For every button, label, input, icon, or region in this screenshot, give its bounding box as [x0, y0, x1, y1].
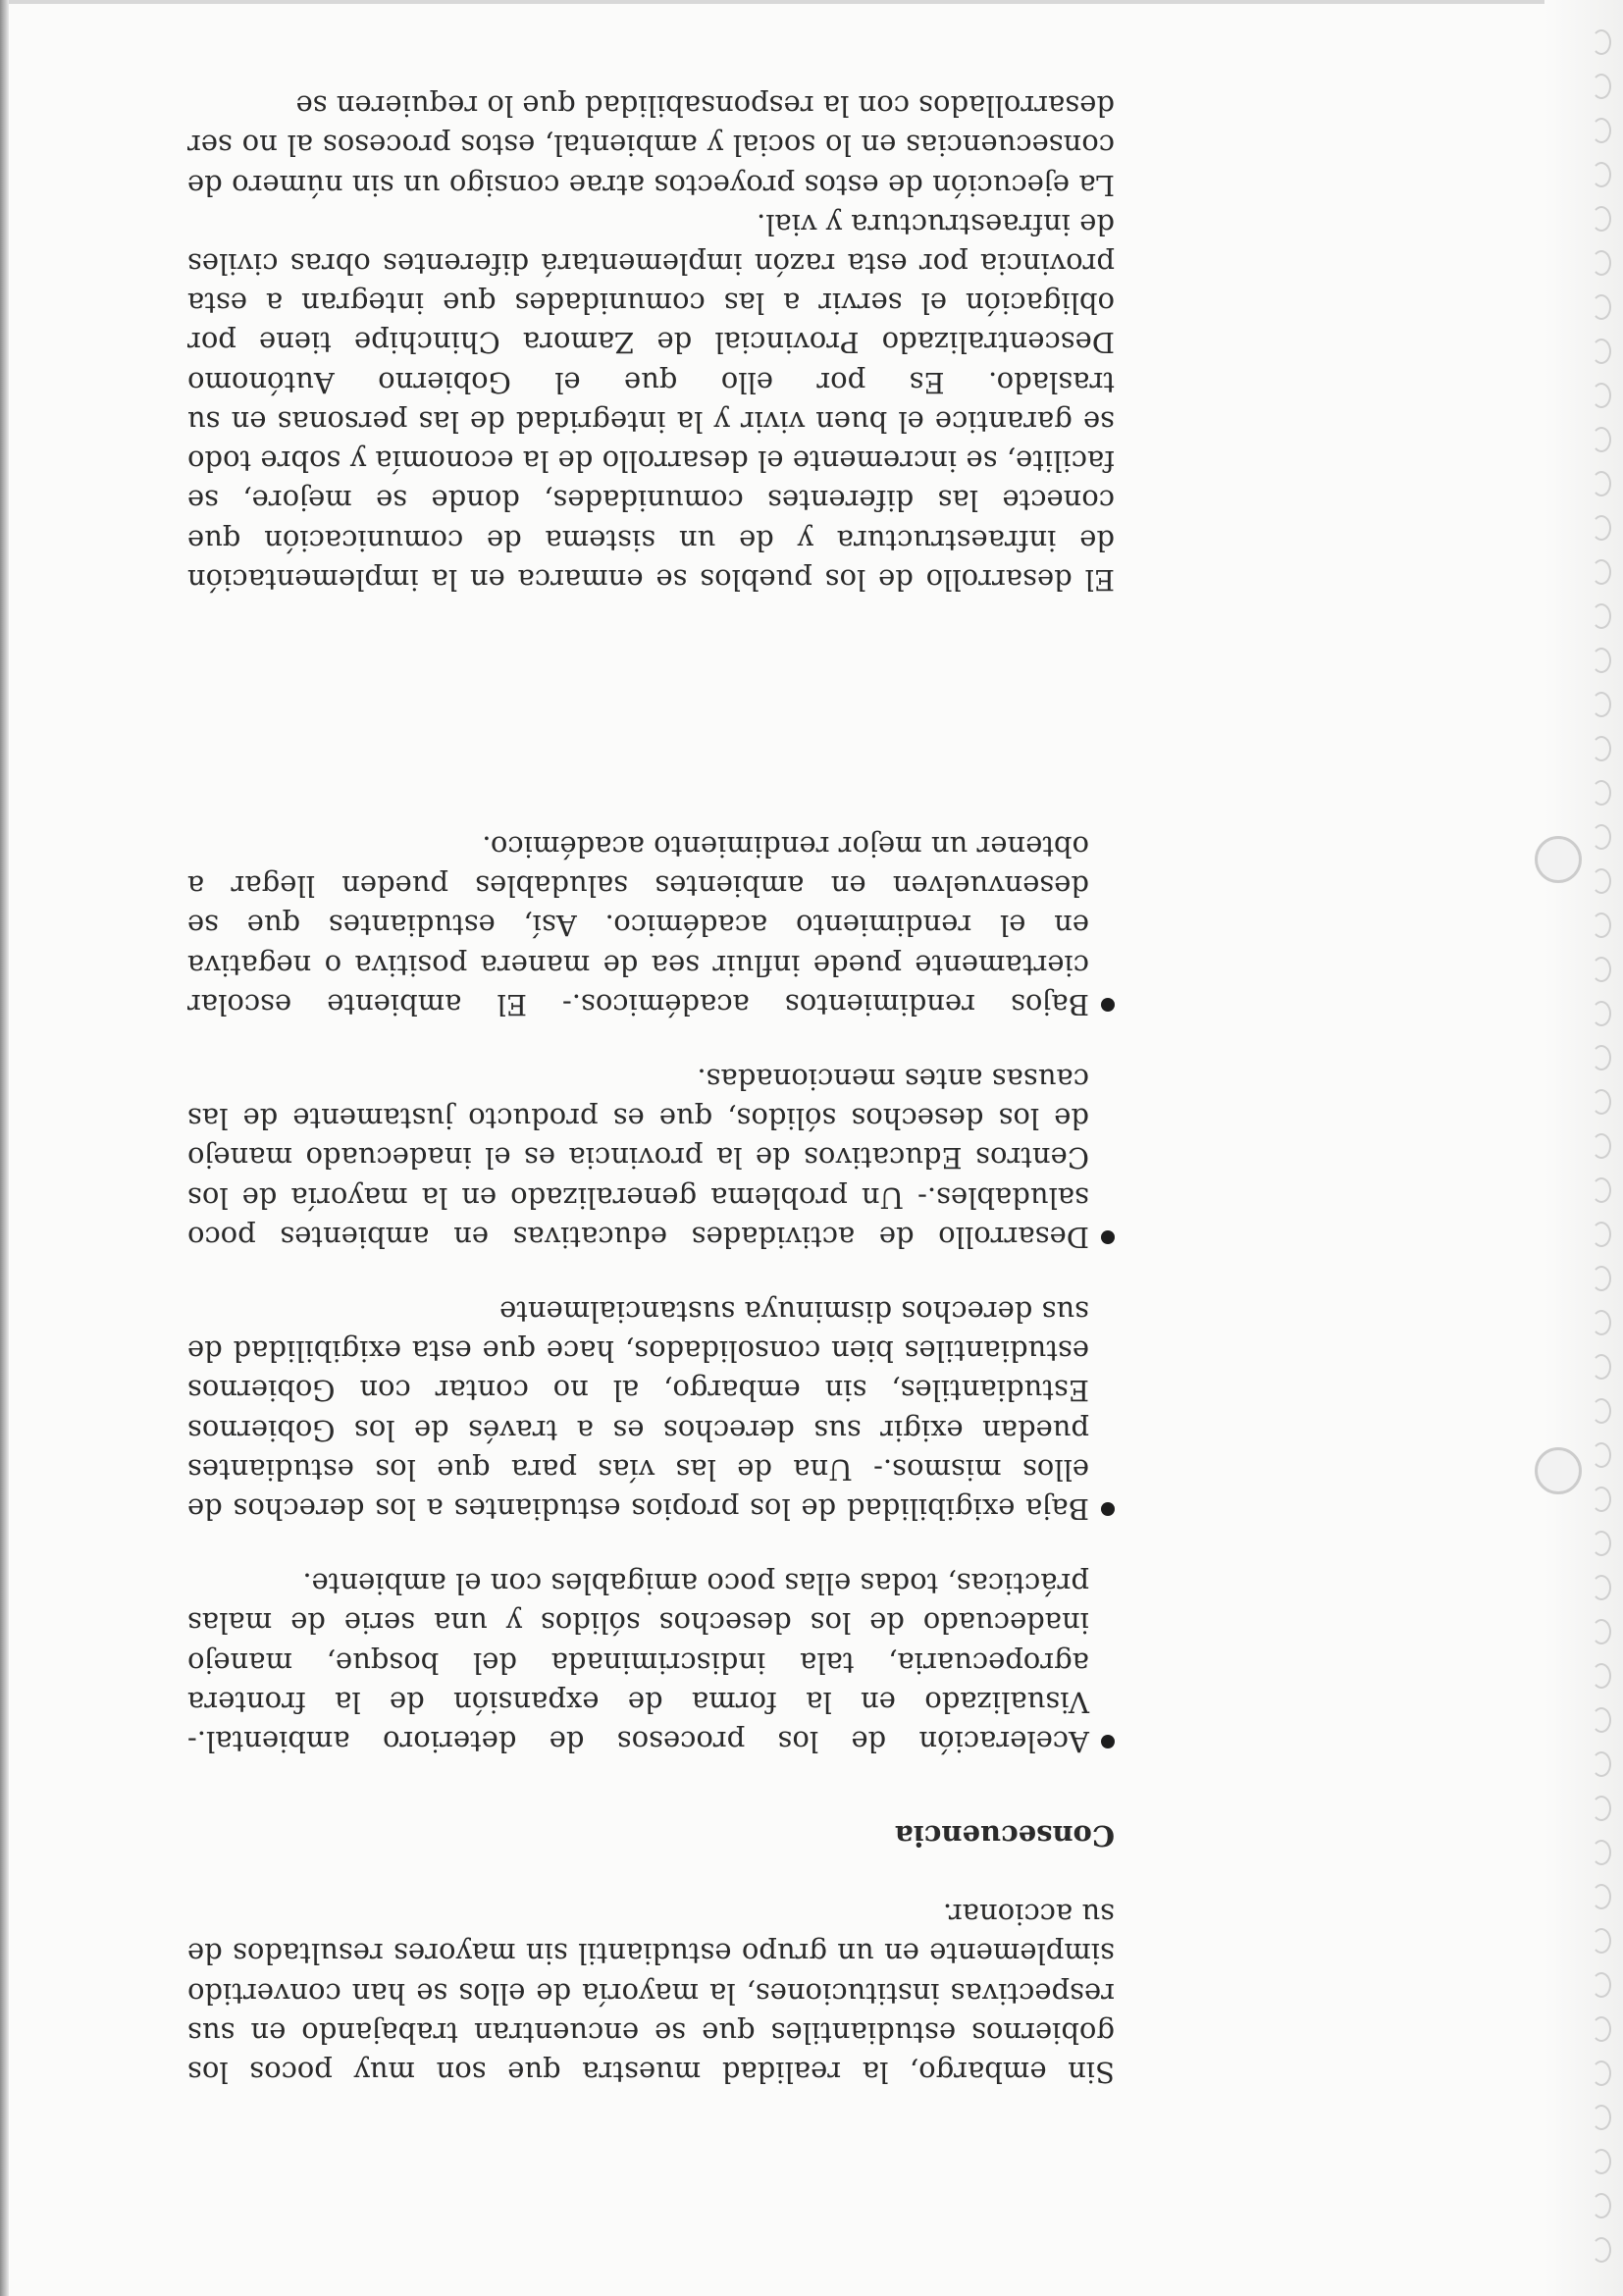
section-heading: Consecuencia [894, 1818, 1115, 1852]
bullet-text: Bajos rendimientos académicos.- El ambiente escolar ciertamente puede influir sea de manera positiva o negativa en el rendimiento académico. Así, estudiantes que se desenvuelven en ambientes saludables pueden llegar a obtener un mejor rendimiento académico. [187, 829, 1089, 1021]
bullet-item [187, 1292, 1115, 1529]
development-paragraph: El desarrollo de los pueblos se enmarca en la implementación de infraestructura y de un sistema de comunicación que conecte las diferentes comunidades, donde se mejore, se facilite, se incremente el desarrollo de la economía y sobre todo se garantice el buen vivir y la integridad de las personas en su traslado. Es por ello que el Gobierno Autónomo Descentralizado Provincial de Zamora Chinchipe tiene por obligación el servir a las comunidades que integran a esta provincia por esta razón implementará diferentes obras civiles de infraestructura y vial. [187, 207, 1115, 597]
bullet-dot [1101, 998, 1115, 1012]
document-body [187, 86, 1115, 2092]
execution-paragraph: La ejecución de estos proyectos atrae consigo un sin número de consecuencias en lo social y ambiental, estos procesos al no ser desarrollados con la responsabilidad que lo requieren se [187, 89, 1115, 202]
intro-paragraph: Sin embargo, la realidad muestra que son muy pocos los gobiernos estudiantiles que se encuentran trabajando en sus respectivas instituciones, la mayoría de ellos se han convertido simplemente en un grupo estudiantil sin mayores resultados de su accionar. [187, 1898, 1115, 2089]
bullet-text: Aceleración de los procesos de deterioro ambiental.- Visualizado en la forma de expansión de la frontera agropecuaria, tala indiscriminada del bosque, manejo inadecuado de los desechos sólidos y una serie de malas prácticas, todas ellas poco amigables con el ambiente. [187, 1567, 1089, 1758]
bullet-item [187, 1564, 1115, 1761]
bullet-item [187, 1060, 1115, 1257]
bullet-dot [1101, 1735, 1115, 1748]
bullet-text: Baja exigibilidad de los propios estudiantes a los derechos de ellos mismos.- Una de las vías para que los estudiantes puedan exigir sus derechos es a través de los Gobiernos Estudiantiles, sin embargo, al no contar con Gobiernos estudiantiles bien consolidados, hace que esta exigibilidad de sus derechos disminuya sustancialmente [187, 1294, 1089, 1526]
bullet-dot [1101, 1502, 1115, 1516]
bullet-dot [1101, 1230, 1115, 1244]
bullet-item [187, 827, 1115, 1024]
bullet-text: Desarrollo de actividades educativas en ambientes poco saludables.- Un problema generalizado en la mayoría de los Centros Educativos de la provincia es el inadecuado manejo de los desechos sólidos, que es producto justamente de las causas antes mencionadas. [187, 1062, 1089, 1254]
